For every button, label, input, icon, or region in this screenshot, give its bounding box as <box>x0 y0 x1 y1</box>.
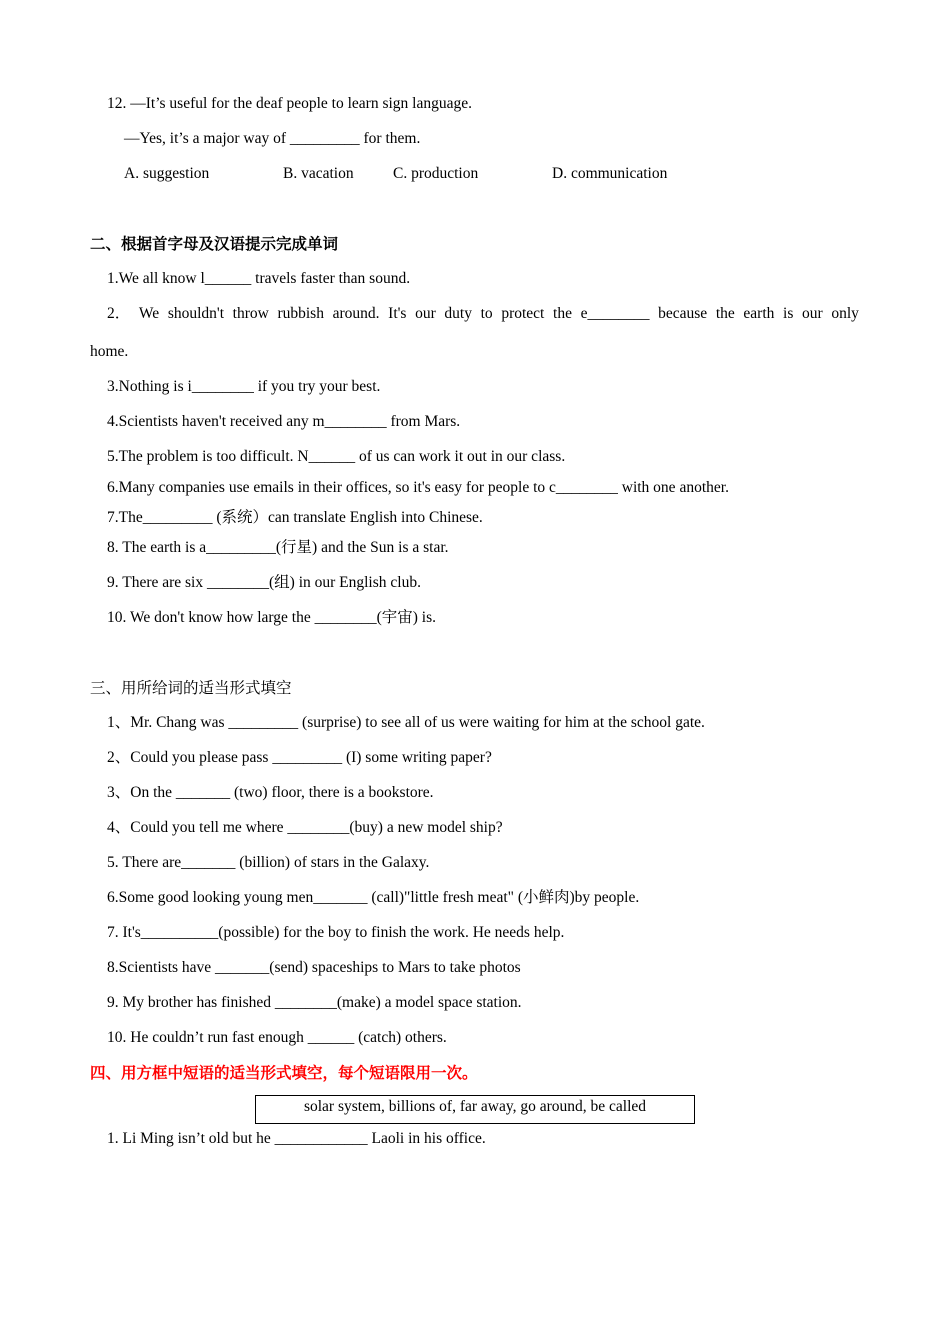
s3-item-6: 6.Some good looking young men_______ (call)"little fresh meat" (小鲜肉)by people. <box>107 889 640 906</box>
section4-heading: 四、用方框中短语的适当形式填空，每个短语限用一次。 <box>90 1064 478 1082</box>
s4-item-1: 1. Li Ming isn’t old but he ____________ Laoli in his office. <box>107 1130 486 1147</box>
section3-heading: 三、用所给词的适当形式填空 <box>90 679 292 697</box>
s3-item-8: 8.Scientists have _______(send) spaceships to Mars to take photos <box>107 959 521 976</box>
q12-option-a: A. suggestion <box>124 165 210 182</box>
s2-item-2-continued: home. <box>90 343 129 360</box>
s3-item-4: 4、Could you tell me where ________(buy) a new model ship? <box>107 819 503 836</box>
s2-item-2: 2． We shouldn't throw rubbish around. It's our duty to protect the e________ because the earth is our only <box>107 305 859 322</box>
s2-item-5: 5.The problem is too difficult. N______ of us can work it out in our class. <box>107 448 566 465</box>
q12-stem: 12. —It’s useful for the deaf people to learn sign language. <box>107 95 472 112</box>
s2-item-1: 1.We all know l______ travels faster than sound. <box>107 270 411 287</box>
section2-heading: 二、根据首字母及汉语提示完成单词 <box>90 235 339 253</box>
s3-item-3: 3、On the _______ (two) floor, there is a bookstore. <box>107 784 434 801</box>
s3-item-2: 2、Could you please pass _________ (I) some writing paper? <box>107 749 492 766</box>
q12-option-c: C. production <box>393 165 479 182</box>
s2-item-4: 4.Scientists haven't received any m________ from Mars. <box>107 413 461 430</box>
s3-item-5: 5. There are_______ (billion) of stars in the Galaxy. <box>107 854 430 871</box>
s2-item-10: 10. We don't know how large the ________(宇宙) is. <box>107 609 437 626</box>
s2-item-9: 9. There are six ________(组) in our English club. <box>107 574 421 591</box>
s3-item-1: 1、Mr. Chang was _________ (surprise) to see all of us were waiting for him at the school gate. <box>107 714 705 731</box>
s2-item-8: 8. The earth is a_________(行星) and the Sun is a star. <box>107 539 449 556</box>
q12-response: —Yes, it’s a major way of _________ for them. <box>124 130 421 147</box>
s2-item-7: 7.The_________ (系统）can translate English into Chinese. <box>107 509 483 526</box>
q12-option-b: B. vacation <box>283 165 354 182</box>
phrase-box: solar system, billions of, far away, go around, be called <box>255 1095 695 1124</box>
s2-item-6: 6.Many companies use emails in their offices, so it's easy for people to c________ with one another. <box>107 479 729 496</box>
s3-item-7: 7. It's__________(possible) for the boy to finish the work. He needs help. <box>107 924 565 941</box>
s3-item-10: 10. He couldn’t run fast enough ______ (catch) others. <box>107 1029 447 1046</box>
s2-item-3: 3.Nothing is i________ if you try your best. <box>107 378 381 395</box>
q12-option-d: D. communication <box>552 165 668 182</box>
s3-item-9: 9. My brother has finished ________(make) a model space station. <box>107 994 522 1011</box>
